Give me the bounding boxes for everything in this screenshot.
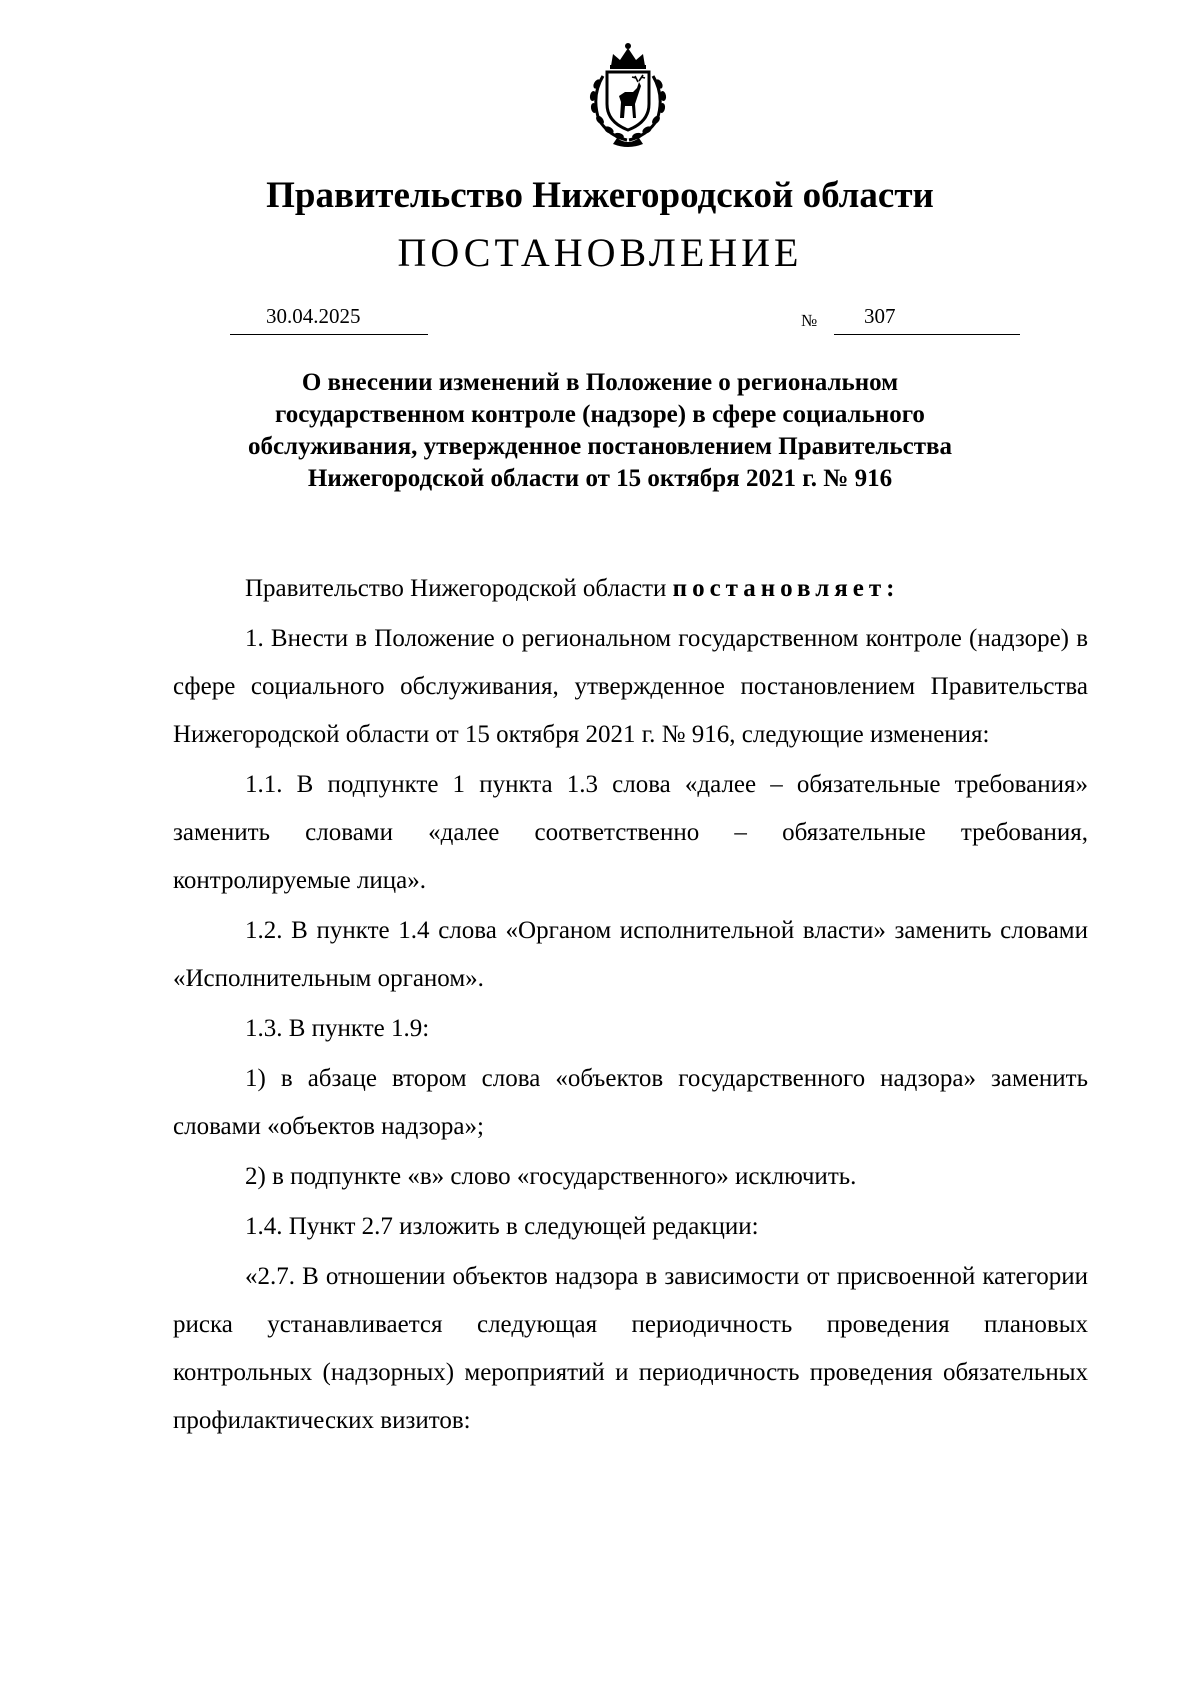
nizhny-novgorod-coat-of-arms-icon [573,40,683,148]
title-line: обслуживания, утвержденное постановлением Правительства [247,433,953,460]
preamble-emphasis: постановляет: [672,575,900,602]
organization-name: Правительство Нижегородской области [266,175,934,216]
paragraph-1-3-2: 2) в подпункте «в» слово «государственного» исключить. [245,1163,857,1190]
date-field [230,302,428,335]
document-type: ПОСТАНОВЛЕНИЕ [397,230,803,275]
document-date: 30.04.2025 [266,304,361,328]
number-field [834,302,1020,335]
document-title [100,367,1100,495]
paragraph-1-3: 1.3. В пункте 1.9: [245,1015,430,1042]
paragraph-1: 1. Внести в Положение о региональном государственном контроле (надзоре) в сфере социального обслуживания, утвержденное постановлением Правительства Нижегородской области от 15 октября 2021 г. № 916, следующие изменения: [173,625,1088,748]
document-number: 307 [864,304,896,328]
paragraph-1-4: 1.4. Пункт 2.7 изложить в следующей редакции: [245,1213,759,1240]
document-body [173,565,1088,1447]
title-line: Нижегородской области от 15 октября 2021 г. № 916 [307,465,893,492]
paragraph-1-2: 1.2. В пункте 1.4 слова «Органом исполнительной власти» заменить словами «Исполнительным органом». [173,917,1088,992]
paragraph-1-1: 1.1. В подпункте 1 пункта 1.3 слова «далее – обязательные требования» заменить словами «далее соответственно – обязательные требования, контролируемые лица». [173,771,1088,894]
paragraph-2-7: «2.7. В отношении объектов надзора в зависимости от присвоенной категории риска устанавливается следующая периодичность проведения плановых контрольных (надзорных) мероприятий и периодичность проведения обязательных профилактических визитов: [173,1263,1088,1434]
preamble-text: Правительство Нижегородской области [245,575,673,602]
title-line: О внесении изменений в Положение о региональном [301,369,899,396]
number-sign: № [801,311,818,330]
title-line: государственном контроле (надзоре) в сфере социального [275,401,925,428]
paragraph-1-3-1: 1) в абзаце втором слова «объектов государственного надзора» заменить словами «объектов надзора»; [173,1065,1088,1140]
preamble [173,565,1088,613]
